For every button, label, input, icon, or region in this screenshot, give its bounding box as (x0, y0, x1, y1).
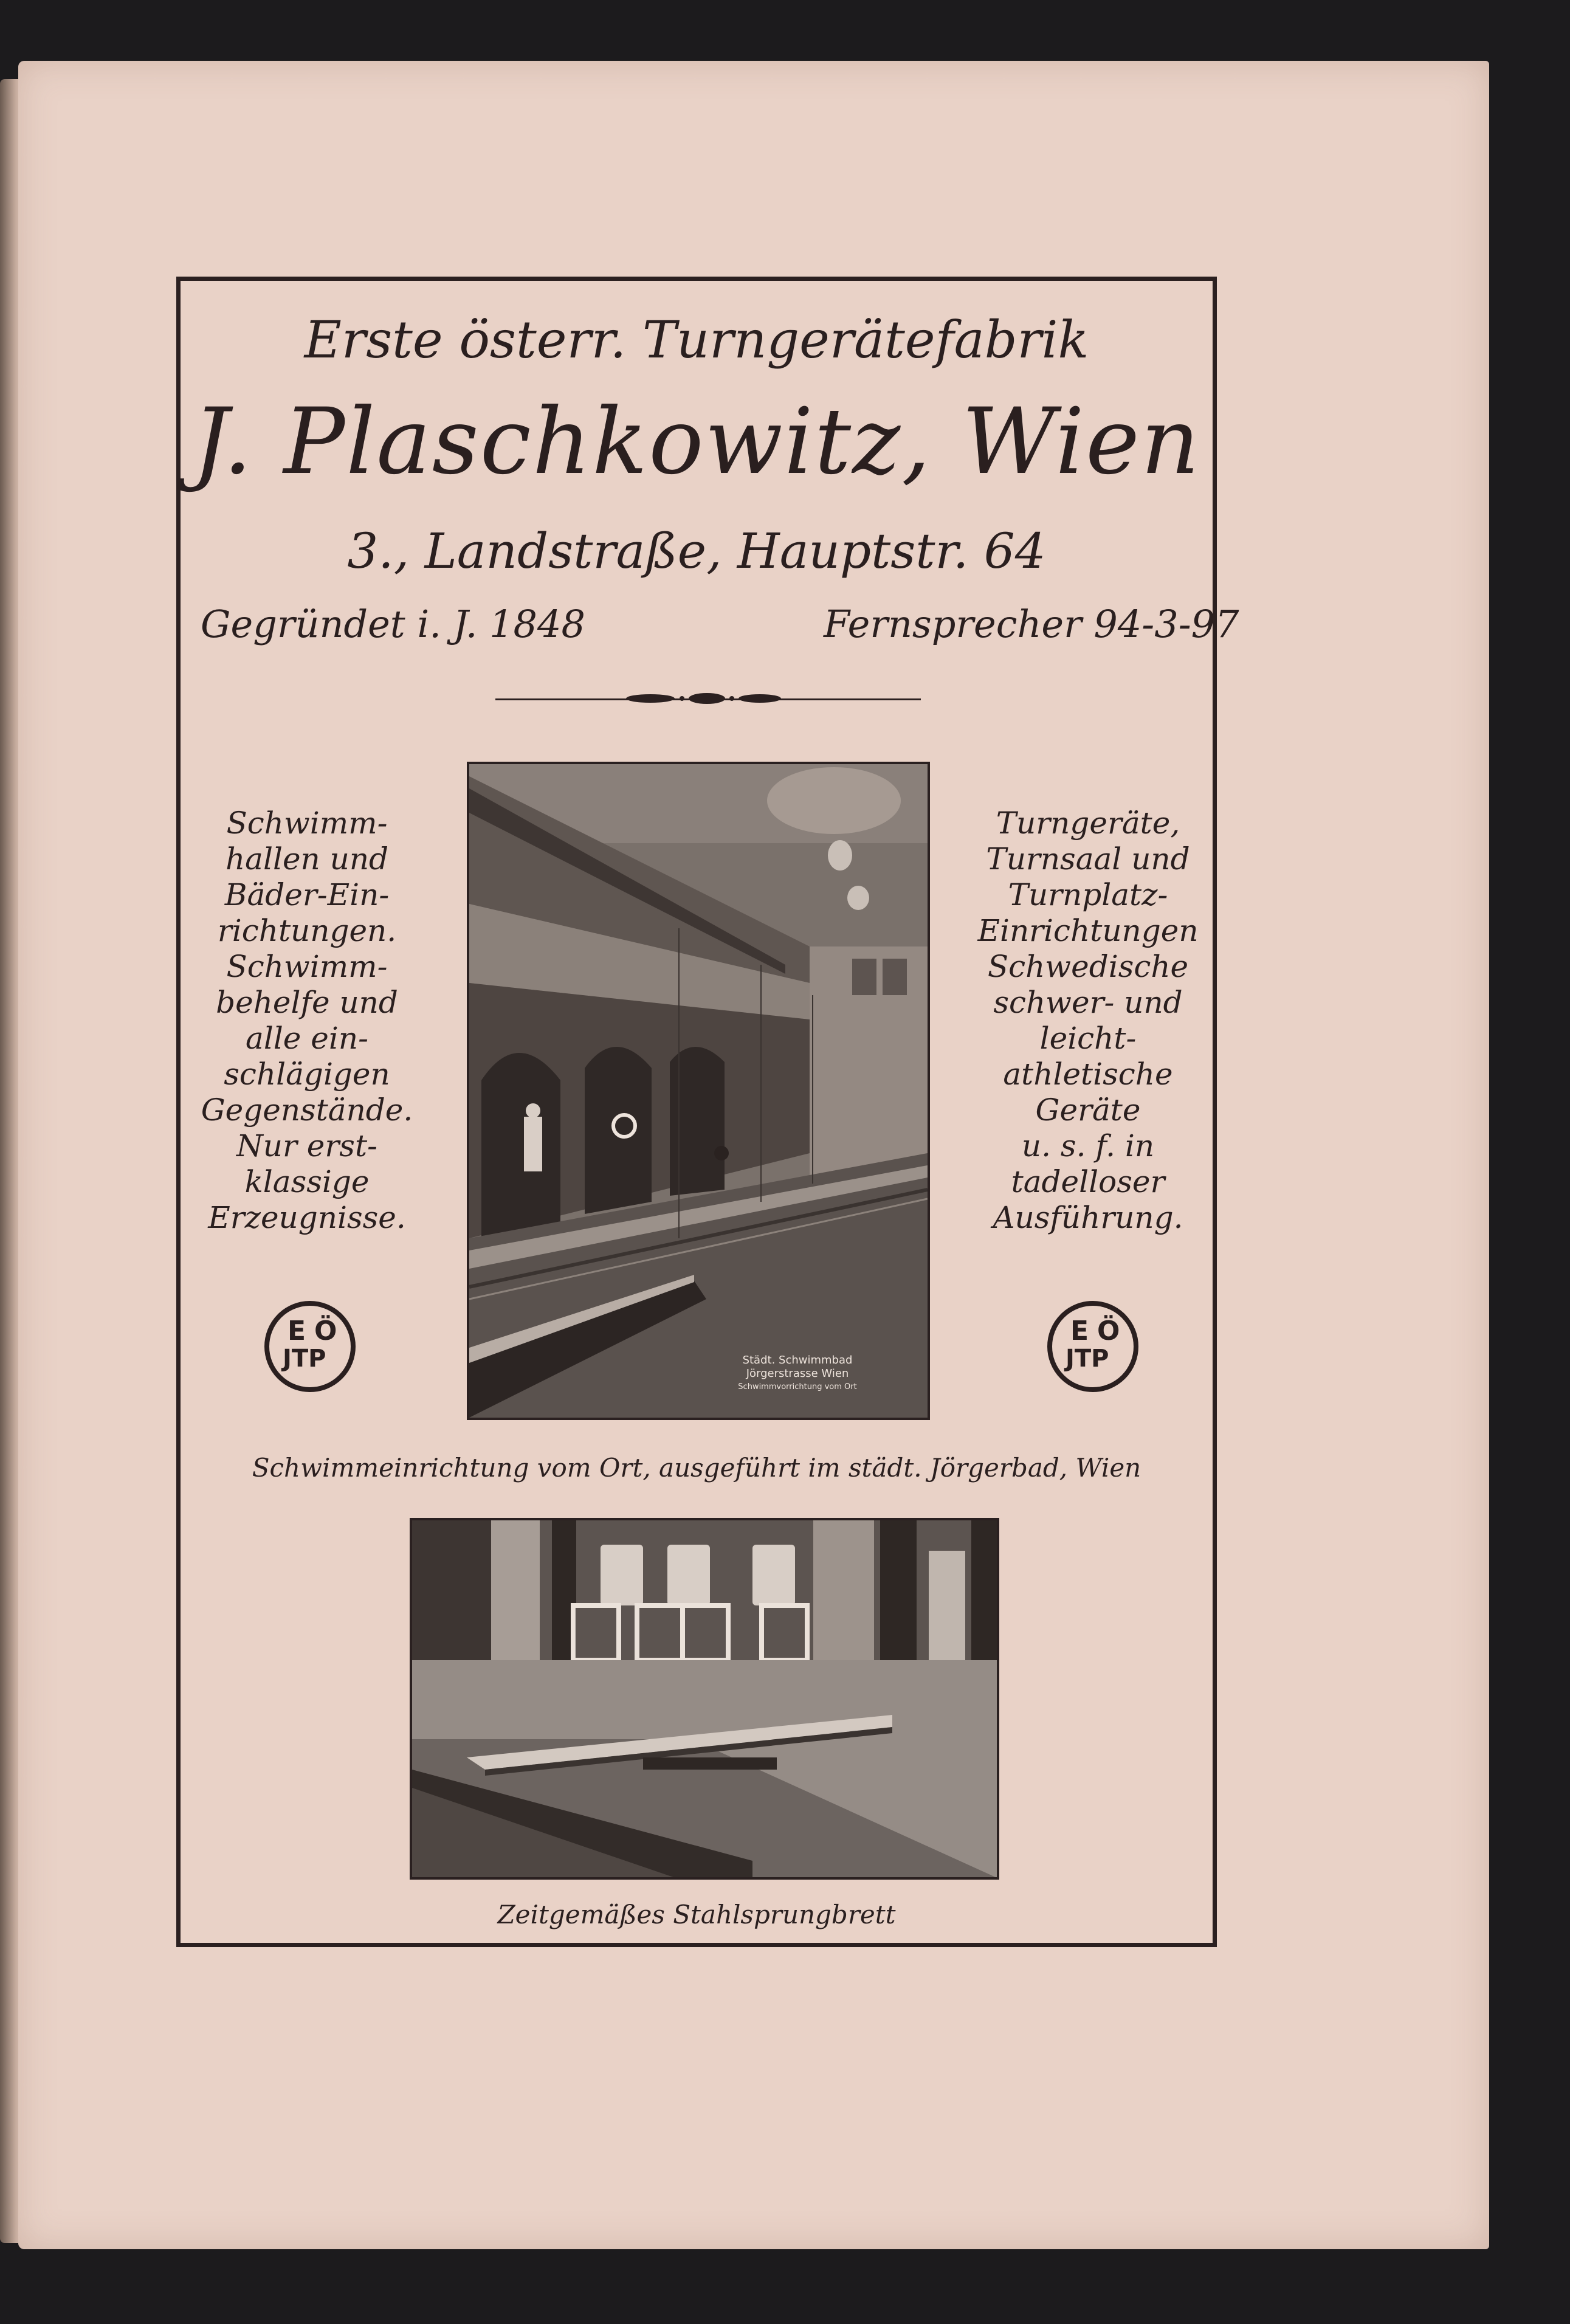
diving-board-caption: Zeitgemäßes Stahlsprungbrett (497, 1900, 896, 1929)
left-line: Gegenstände. (201, 1092, 413, 1128)
photo-inset-caption (706, 1354, 889, 1394)
swimming-hall-illustration (469, 764, 928, 1418)
left-line: richtungen. (217, 913, 397, 948)
ornament-divider (495, 691, 927, 709)
left-line: Schwimm- (226, 805, 388, 841)
left-services-text (188, 805, 425, 1236)
logo-letters: JTP (283, 1345, 326, 1373)
right-line: Einrichtungen (977, 913, 1199, 948)
right-line: Turnsaal und (986, 841, 1190, 877)
left-line: alle ein- (246, 1021, 368, 1056)
inset-caption-line: Schwimmvorrichtung vom Ort (738, 1382, 857, 1391)
ad-header: Erste österr. Turngerätefabrik (304, 310, 1089, 370)
left-line: schlägigen (224, 1057, 390, 1092)
diving-board-photo (410, 1518, 999, 1880)
left-line: behelfe und (216, 985, 398, 1020)
company-name: J. Plaschkowitz, Wien (192, 389, 1201, 495)
right-line: leicht- (1039, 1021, 1137, 1056)
logo-letter: E (1070, 1315, 1089, 1346)
right-line: Turnplatz- (1008, 877, 1168, 912)
right-line: Schwedische (987, 949, 1189, 984)
company-address: 3., Landstraße, Hauptstr. 64 (347, 523, 1046, 579)
logo-letters: JTP (1066, 1345, 1109, 1373)
logo-letter: E (287, 1315, 306, 1346)
swimming-hall-photo (467, 762, 930, 1420)
inset-caption-line: Städt. Schwimmbad (742, 1354, 853, 1367)
jtp-emblem-logo (1047, 1301, 1138, 1392)
right-line: u. s. f. in (1021, 1128, 1155, 1164)
left-line: hallen und (225, 841, 389, 877)
right-line: Ausführung. (993, 1200, 1183, 1235)
right-line: Turngeräte, (996, 805, 1180, 841)
left-line: Erzeugnisse. (208, 1200, 406, 1235)
jtp-emblem-logo (264, 1301, 356, 1392)
founded-year: Gegründet i. J. 1848 (201, 602, 585, 646)
left-line: Schwimm- (226, 949, 388, 984)
logo-letter: Ö (314, 1315, 337, 1346)
left-line: Nur erst- (236, 1128, 377, 1164)
left-line: klassige (244, 1164, 370, 1199)
logo-letter: Ö (1097, 1315, 1120, 1346)
inset-caption-line: Jörgerstrasse Wien (746, 1367, 849, 1380)
right-line: athletische (1003, 1057, 1173, 1092)
right-line: schwer- und (993, 985, 1183, 1020)
right-line: tadelloser (1011, 1164, 1165, 1199)
phone-number: Fernsprecher 94-3-97 (824, 602, 1239, 646)
swimming-installation-caption: Schwimmeinrichtung vom Ort, ausgeführt im städt. Jörgerbad, Wien (252, 1453, 1141, 1483)
right-services-text (966, 805, 1210, 1236)
diving-board-illustration (412, 1520, 997, 1877)
right-line: Geräte (1035, 1092, 1141, 1128)
left-line: Bäder-Ein- (224, 877, 390, 912)
